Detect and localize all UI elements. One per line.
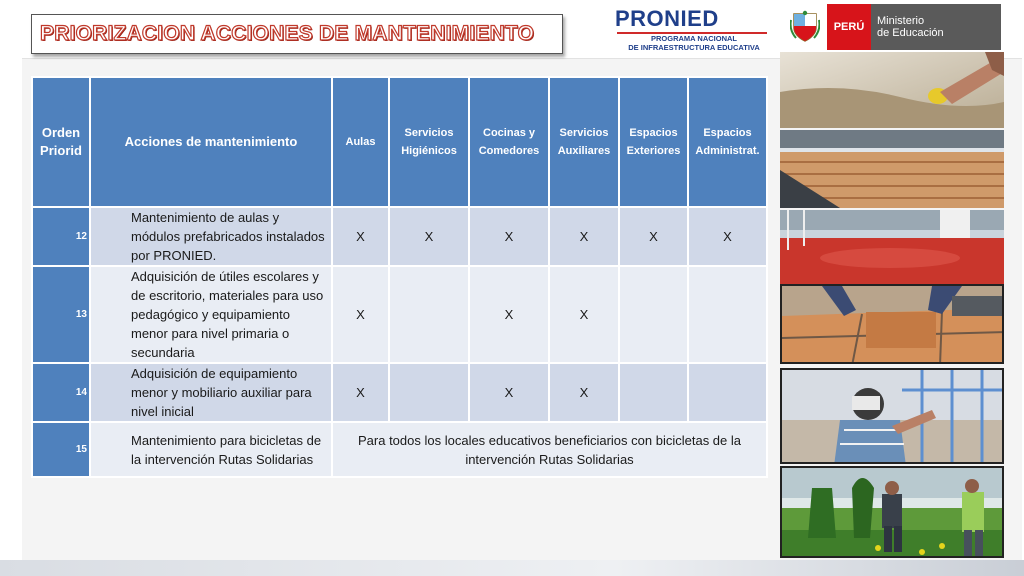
coat-of-arms-icon [783, 4, 827, 50]
header-ea-line-1: Espacios [703, 127, 752, 139]
table-row [32, 266, 767, 363]
row-action: Adquisición de útiles escolares y de escritorio, materiales para uso pedagógico y equipamiento menor para nivel primaria o secundaria [90, 266, 332, 363]
photo-roof [780, 130, 1004, 208]
header-order-line-1: Orden [41, 125, 81, 140]
row-number: 14 [32, 363, 90, 422]
header-sa-line-1: Servicios [559, 127, 609, 139]
header-actions: Acciones de mantenimiento [90, 77, 332, 207]
header-cc-line-1: Cocinas y [483, 127, 535, 139]
mark-cocinas-comedores: X [469, 266, 549, 363]
row-number: 15 [32, 422, 90, 477]
mark-espacios-administrativos: X [688, 207, 767, 266]
pronied-logo [611, 4, 775, 54]
row-number: 12 [32, 207, 90, 266]
row-action: Adquisición de equipamiento menor y mobiliario auxiliar para nivel inicial [90, 363, 332, 422]
header-sh-line-2: Higiénicos [401, 145, 457, 157]
table-row [32, 207, 767, 266]
mark-servicios-auxiliares: X [549, 266, 619, 363]
header-order-line-2: Priorid [40, 143, 82, 158]
row-action: Mantenimiento de aulas y módulos prefabricados instalados por PRONIED. [90, 207, 332, 266]
header-cocinas-comedores [469, 77, 549, 207]
mark-espacios-exteriores [619, 363, 688, 422]
pronied-sub-line-2: DE INFRAESTRUCTURA EDUCATIVA [628, 43, 760, 52]
title-box [31, 14, 563, 54]
mark-servicios-higienicos [389, 363, 469, 422]
header-ee-line-2: Exteriores [626, 145, 681, 157]
header-order [32, 77, 90, 207]
mark-aulas: X [332, 266, 389, 363]
row-number: 13 [32, 266, 90, 363]
maintenance-priority-table [31, 76, 768, 478]
table-row [32, 363, 767, 422]
photo-red-floor [780, 210, 1004, 284]
table-row [32, 422, 767, 477]
page-title: PRIORIZACION ACCIONES DE MANTENIMIENTO [40, 22, 535, 45]
mark-espacios-administrativos [688, 363, 767, 422]
row-note: Para todos los locales educativos beneficiarios con bicicletas de la intervención Rutas Solidarias [332, 422, 767, 477]
ministry-logo [783, 4, 1001, 50]
header-servicios-higienicos [389, 77, 469, 207]
header-aulas: Aulas [332, 77, 389, 207]
mark-espacios-administrativos [688, 266, 767, 363]
mark-cocinas-comedores: X [469, 207, 549, 266]
header-servicios-auxiliares [549, 77, 619, 207]
photo-welding [780, 368, 1004, 464]
photo-tiling [780, 284, 1004, 364]
header-ea-line-2: Administrat. [695, 145, 760, 157]
bottom-band [0, 560, 1024, 576]
pronied-logo-name: PRONIED [615, 6, 719, 31]
mark-cocinas-comedores: X [469, 363, 549, 422]
header-cc-line-2: Comedores [478, 145, 540, 157]
mark-servicios-higienicos: X [389, 207, 469, 266]
ministry-line-1: Ministerio [877, 15, 925, 27]
header-espacios-exteriores [619, 77, 688, 207]
row-action: Mantenimiento para bicicletas de la intervención Rutas Solidarias [90, 422, 332, 477]
header-sh-line-1: Servicios [404, 127, 454, 139]
pronied-logo-subtitle [619, 34, 769, 52]
mark-aulas: X [332, 207, 389, 266]
peru-label: PERÚ [827, 4, 871, 50]
header-espacios-administrativos [688, 77, 767, 207]
ministry-label [871, 4, 1001, 50]
mark-servicios-auxiliares: X [549, 363, 619, 422]
pronied-sub-line-1: PROGRAMA NACIONAL [651, 34, 737, 43]
mark-servicios-higienicos [389, 266, 469, 363]
ministry-line-2: de Educación [877, 27, 944, 39]
mark-aulas: X [332, 363, 389, 422]
mark-espacios-exteriores [619, 266, 688, 363]
header-sa-line-2: Auxiliares [557, 145, 611, 157]
mark-servicios-auxiliares: X [549, 207, 619, 266]
table-header-row [32, 77, 767, 207]
photo-gardening [780, 466, 1004, 558]
header-ee-line-1: Espacios [629, 127, 678, 139]
photo-plastering [780, 52, 1004, 128]
mark-espacios-exteriores: X [619, 207, 688, 266]
